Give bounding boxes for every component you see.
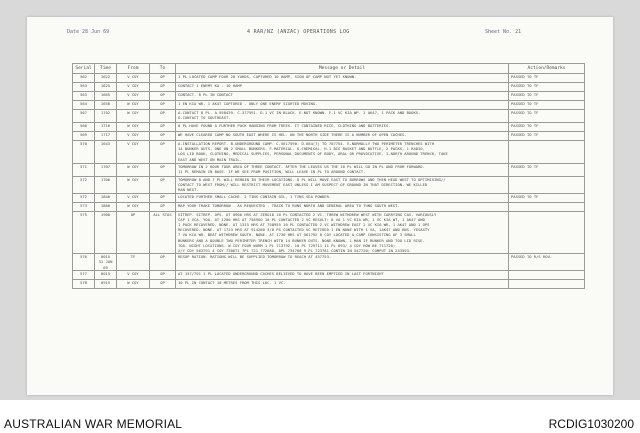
row-action: PASSED TO TF [509,110,585,123]
row-time: 1702 [95,110,117,123]
table-row [73,74,585,83]
row-to: OP [150,254,176,271]
row-to: OP [150,132,176,141]
table-row [73,92,585,101]
table-row [73,110,585,123]
row-to: OP [150,74,176,83]
row-from: V COY [117,74,150,83]
row-message: CONTACT. 8 PL IN CONTACT [176,92,509,101]
archive-name: AUSTRALIAN WAR MEMORIAL [4,417,183,431]
row-to: OP [150,141,176,164]
table-header-row [73,64,585,74]
row-from: W COY [117,123,150,132]
sheet-number: Sheet No. 21 [485,29,522,35]
operations-log-table [72,63,585,289]
row-time: 1716 [95,123,117,132]
row-time: 1880 [95,202,117,211]
row-from: V COY [117,270,150,279]
row-action: PASSED TO TF [509,74,585,83]
row-from: V COY [117,132,150,141]
row-serial: 564 [73,101,95,110]
row-serial: 572 [73,193,95,202]
table-row [73,132,585,141]
row-message: TOMORROW 8 AND 7 PL WILL REMAIN IN THEIR LOCATIONS. 8 PL WILL MOVE EAST TO BURROWS AND THEN HEAD WEST TO OPTIMISING// CONTACT TO WEST FROM// WILL RESTRICT MOVEMENT EAST UNLESS I AM SUSPECT OF GROUND IN THAT DIRECTION. WE KILLED RAN NEXT. [176,177,509,194]
table-row [73,177,585,194]
row-to: OP [150,92,176,101]
row-serial: 573 [73,202,95,211]
row-action: PASSED TO TF [509,132,585,141]
column-header-time: Time [95,64,117,74]
table-body [73,74,585,289]
row-message: A.CONTACT 8 PL. A.958439. C.377591. D.1 VC IN BLACK. E.NOT KNOWN. F.1 VC KIA WP. 1 AK47, 1 PACK AND BOOKS. G.CONTACT TO SOUTHEAST. [176,110,509,123]
row-time: 1707 [95,164,117,177]
row-time: 0915 [95,279,117,288]
row-serial: 563 [73,83,95,92]
row-message: 10 PL IN CONTACT 10 METRES FROM THIS LOC. 1 VC. [176,279,509,288]
document-header [67,27,577,37]
row-message: TOMORROW IN 2 HOUR TOUR AREA OF THREE CONTACT. AFTER THE LEAVES US THE 10 PL WILL GO IN PL AND FROM FORWARD. 11 PL REMAIN IN BASE. IF WE SEE FROM POSITION, WILL LEAVE IN PL TO AROUND CONTACT. [176,164,509,177]
row-serial: 572 [73,177,95,194]
row-to: OP [150,193,176,202]
row-message: MAP YOUR TRAKE TOMORROW - AS REQUESTED - TRACK TO RUNS NORTH AND GENERAL AREA TO TUNG SOUTH WEST. [176,202,509,211]
row-to: OP [150,164,176,177]
document-sheet [27,17,613,395]
row-message: LOCATED FURTHER SMALL CACHE. 2 TINS CONTAIN OIL, 1 TINS SEA POWDER. [176,193,509,202]
table-row [73,83,585,92]
row-to: OP [150,101,176,110]
row-to: OP [150,177,176,194]
table-row [73,101,585,110]
row-time: 1643 [95,141,117,164]
log-title: 4 RAR/NZ (ANZAC) OPERATIONS LOG [247,29,350,35]
log-date: Date 28 Jun 69 [67,29,110,35]
row-message: 1 EN KIA WR. 1 AK47 CAPTURED - ONLY ONE ENEMY SIGHTED MOVING. [176,101,509,110]
row-action [509,279,585,288]
column-header-message: Message or Detail [176,64,509,74]
row-time: 1717 [95,132,117,141]
row-time: 1665 [95,92,117,101]
row-action: PASSED TO TF [509,123,585,132]
row-serial: 563 [73,92,95,101]
column-header-serial: Serial [73,64,95,74]
row-serial: 576 [73,254,95,271]
row-from: W COY [117,279,150,288]
row-action [509,270,585,279]
row-serial: 568 [73,123,95,132]
row-from: W COY [117,164,150,177]
table-row [73,270,585,279]
archive-reference: RCDIG1030200 [548,417,634,431]
row-message: AT 157/791 1 PL LOCATED UNDERGROUND CACHES BELIEVED TO HAVE BEEN EMPTIED IN LAST FORTNIGHT [176,270,509,279]
row-serial: 569 [73,132,95,141]
row-action: PASSED TO TF [509,101,585,110]
row-time: 1625 [95,83,117,92]
row-from: V COY [117,141,150,164]
table-row [73,254,585,271]
column-header-to: To [150,64,176,74]
row-time: 0015 31 JUN 69 [95,254,117,271]
row-to: OP [150,110,176,123]
row-message: SITREP. SITREP. OPS. AT 0900 HRS AT ZERO18 10 PL CONTACTED 2 VC. THREW WITHDREW WEST WITH CARRYING CAS. VARIOUSLY CAP 1 VCA. YOA. AT 1200 HRS AT 7589GO 10 PL CONTACTED 2 VC RESULT: 8 VA 1 VC KIA WR, 1 VC KIA WT, 1 AK47 AND 1 PACK RECOVERED. NONE. AT 1315 HRS AT 758955 10 PL CONTACTED 2 VC WITHDREW EAST 2 VC KIA WR, 1 AK47 AND 1 OPS RECOVERED. NONE. AT 1723 HRS AT 914280 3/8 PS CONTACTED VC RETIRED 1 EN NONE WITH 1 VA, 1AK47 AND KNS. YESAXTY 7 VA KIA WR. BEAT WITHDREW SOUTH. NONE. AT 1730 HRS AT 561792 8 COY LOCATED A CAMP CONSISTING OF 3 SMALL BUNKERS AND A DOUBLE TWO PERIMETER TRENCH WITH 14 BUNKER OUTS. NONE KNOWN, 1 MAN IF BUNKER AND TOO LID RISE. TOA. NIGHT LOCATIONS. W COY FOUR WURM 1 PL 713792. 10 PL 729711 11 PL 693/ 4 COY HOW BE 711720; X/Y COY 563791 4 COY 730671 7PL 721 772888, 8PL 734760 9 PL 723781 CONTIN IN 547720; COMPUT IN 243593. [176,211,509,254]
table-row [73,211,585,254]
table-row [73,202,585,211]
row-action: PASSED TO TF [509,193,585,202]
row-message: 8 PL HAVE FOUND A FURTHER PACK HANGING FROM TREES. IT CONTAINED RICE, CLOTHING AND BATTERIES. [176,123,509,132]
row-to: ALL STAS [150,211,176,254]
row-action [509,202,585,211]
row-from: V COY [117,92,150,101]
row-from: W COY [117,110,150,123]
row-time: 0015 [95,270,117,279]
row-to: OP [150,279,176,288]
row-action: PASSED TO TF [509,92,585,101]
row-from: V COY [117,83,150,92]
row-serial: 577 [73,270,95,279]
row-time: 1840 [95,193,117,202]
row-serial: 567 [73,110,95,123]
row-time: 1622 [95,74,117,83]
table-row [73,123,585,132]
column-header-from: From [117,64,150,74]
row-from: W COY [117,101,150,110]
row-time: 1650 [95,101,117,110]
row-to: OP [150,123,176,132]
row-from: TF [117,254,150,271]
row-action [509,211,585,254]
row-message: A.INSTALLATION REPORT. B.UNDERGROUND CAMP. C.5617590. D.684(?) TO 707754. E.NORMALLY TWO PERIMETER TRENCHES WITH 14 BUNKER OUTS, ONE ON 2 SMALL BUNKERS. F.MATERIAL. G.CHEMICAL. H.1 BIG BASKET AND BOTTLE, 2 PACKS, 1 RADIO, LOG LID BOOK, CLOTHING, MEDICAL SUPPLIES, PERSONAL DOCUMENTS OF BODY, ORAL OR PROVOCATIVE. I.NORTH AROUND TRENCH, TAKE EAST AND WEST ON MAIN TRAIL. [176,141,509,164]
row-action: PASSED TO TF [509,164,585,177]
row-to: OP [150,270,176,279]
table-row [73,164,585,177]
row-message: CONTACT 1 ENEMY KA - 10 HAMP [176,83,509,92]
row-action: PASSED TO R/S ROU. [509,254,585,271]
row-time: 1900 [95,211,117,254]
row-serial: 578 [73,279,95,288]
row-from: W COY [117,202,150,211]
column-header-action: Action/Remarks [509,64,585,74]
row-message: RESUP RATION. RATIONS WILL BE SUPPLIED TOMORROW TO REACH AT 457753. [176,254,509,271]
row-from: W COY [117,177,150,194]
row-serial: 571 [73,164,95,177]
row-time: 1706 [95,177,117,194]
archive-footer [0,400,640,433]
row-from: OP [117,211,150,254]
row-to: OP [150,83,176,92]
table-row [73,141,585,164]
row-to: OP [150,202,176,211]
table-row [73,279,585,288]
row-action [509,141,585,164]
row-serial: 562 [73,74,95,83]
row-message: WE HAVE CLEARED CAMP NO SOUTH EAST WHERE IS HEL. ON THE NORTH SIDE THERE IS A NUMBER OF OPEN CACHES. [176,132,509,141]
table-row [73,193,585,202]
row-action [509,177,585,194]
row-action: PASSED TO TF [509,83,585,92]
row-from: V COY [117,193,150,202]
row-message: 1 PL LOCATED CAMP FOUR 20 YARDS, CAPTURED 10 HAMP, SIGN OF CAMP NOT YET KNOWN. [176,74,509,83]
row-serial: 570 [73,141,95,164]
row-serial: 575 [73,211,95,254]
